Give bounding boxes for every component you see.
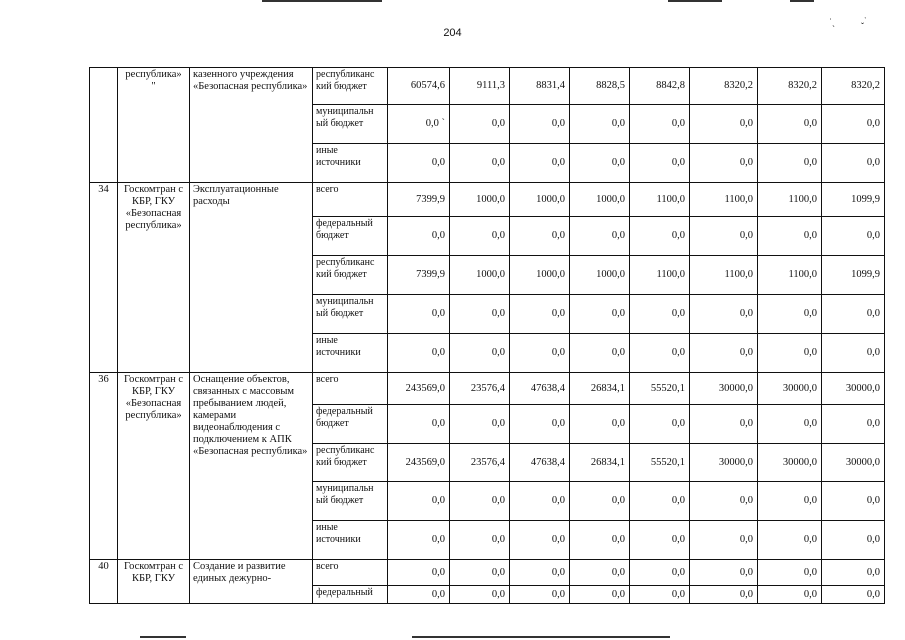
value-cell: 0,0: [690, 105, 758, 144]
value-cell: 1100,0: [690, 183, 758, 217]
value-cell: 0,0: [510, 482, 570, 521]
page-number: 204: [443, 27, 462, 39]
value-cell: 8828,5: [570, 68, 630, 105]
value-cell: 1100,0: [630, 183, 690, 217]
value-cell: 0,0: [570, 334, 630, 373]
value-cell: 0,0: [570, 560, 630, 586]
funding-source-cell: федеральный: [313, 586, 388, 604]
bottom-rule-right: [412, 636, 670, 638]
funding-source-cell: муниципальн ый бюджет: [313, 295, 388, 334]
value-cell: 0,0: [630, 560, 690, 586]
value-cell: 0,0: [758, 217, 822, 256]
value-cell: 47638,4: [510, 444, 570, 482]
measure-name-cell: Эксплуатационные расходы: [190, 183, 313, 373]
funding-source-cell: муниципальн ый бюджет: [313, 105, 388, 144]
funding-source-cell: всего: [313, 373, 388, 405]
value-cell: 1000,0: [510, 256, 570, 295]
executor-cell: Госкомтран с КБР, ГКУ «Безопасная республика»: [118, 373, 190, 560]
scan-speck: ˇ: [861, 21, 864, 31]
value-cell: 0,0: [758, 521, 822, 560]
value-cell: 0,0: [450, 482, 510, 521]
row-number: [90, 68, 118, 183]
value-cell: 8320,2: [758, 68, 822, 105]
value-cell: 0,0: [758, 560, 822, 586]
scan-speck: ˑ: [864, 14, 867, 24]
value-cell: 0,0: [510, 295, 570, 334]
value-cell: 0,0: [630, 586, 690, 604]
value-cell: 1099,9: [822, 183, 885, 217]
value-cell: 0,0: [630, 334, 690, 373]
value-cell: 8320,2: [690, 68, 758, 105]
value-cell: 0,0: [758, 482, 822, 521]
value-cell: 0,0: [630, 405, 690, 444]
value-cell: 55520,1: [630, 373, 690, 405]
value-cell: 0,0: [510, 105, 570, 144]
funding-source-cell: муниципальн ый бюджет: [313, 482, 388, 521]
funding-source-cell: всего: [313, 560, 388, 586]
value-cell: 0,0: [630, 295, 690, 334]
funding-source-cell: федеральный бюджет: [313, 405, 388, 444]
value-cell: 8842,8: [630, 68, 690, 105]
value-cell: 1000,0: [570, 183, 630, 217]
value-cell: 0,0: [388, 217, 450, 256]
executor-cell: Госкомтран с КБР, ГКУ: [118, 560, 190, 604]
value-cell: 0,0: [822, 217, 885, 256]
row-number: 40: [90, 560, 118, 604]
value-cell: 0,0: [388, 334, 450, 373]
value-cell: 0,0: [450, 105, 510, 144]
value-cell: 26834,1: [570, 373, 630, 405]
value-cell: 0,0: [388, 560, 450, 586]
value-cell: 0,0: [570, 405, 630, 444]
funding-source-cell: федеральный бюджет: [313, 217, 388, 256]
value-cell: 30000,0: [822, 373, 885, 405]
top-rule-far-right: [790, 0, 814, 2]
value-cell: 0,0: [630, 217, 690, 256]
value-cell: 30000,0: [690, 444, 758, 482]
value-cell: 0,0: [630, 482, 690, 521]
funding-source-cell: республиканс кий бюджет: [313, 68, 388, 105]
value-cell: 0,0: [450, 521, 510, 560]
value-cell: 0,0: [690, 144, 758, 183]
value-cell: 0,0: [822, 295, 885, 334]
value-cell: 0,0: [758, 105, 822, 144]
top-rule-left: [262, 0, 382, 2]
value-cell: 0,0: [690, 521, 758, 560]
funding-source-cell: иные источники: [313, 521, 388, 560]
value-cell: 0,0: [822, 405, 885, 444]
value-cell: 8831,4: [510, 68, 570, 105]
value-cell: 0,0: [758, 144, 822, 183]
value-cell: 0,0: [510, 405, 570, 444]
value-cell: 1000,0: [450, 256, 510, 295]
value-cell: 0,0: [388, 144, 450, 183]
value-cell: 243569,0: [388, 444, 450, 482]
value-cell: 8320,2: [822, 68, 885, 105]
value-cell: 0,0: [450, 217, 510, 256]
value-cell: 0,0: [570, 482, 630, 521]
value-cell: 7399,9: [388, 183, 450, 217]
value-cell: 0,0: [630, 521, 690, 560]
value-cell: 0,0: [822, 334, 885, 373]
row-number: 36: [90, 373, 118, 560]
measure-name-cell: Создание и развитие единых дежурно-: [190, 560, 313, 604]
value-cell: 30000,0: [758, 373, 822, 405]
value-cell: 1000,0: [570, 256, 630, 295]
value-cell: 0,0: [510, 560, 570, 586]
value-cell: 0,0: [690, 334, 758, 373]
value-cell: 1099,9: [822, 256, 885, 295]
value-cell: 0,0: [822, 586, 885, 604]
value-cell: 0,0: [510, 586, 570, 604]
value-cell: 1000,0: [450, 183, 510, 217]
value-cell: 0,0: [690, 405, 758, 444]
value-cell: 0,0: [450, 560, 510, 586]
measure-name-cell: Оснащение объектов, связанных с массовым пребыванием людей, камерами видеонаблюдения с подключением к АПК «Безопасная республика»: [190, 373, 313, 560]
value-cell: 0,0: [822, 521, 885, 560]
table-body: [90, 68, 885, 604]
value-cell: 0,0: [758, 295, 822, 334]
value-cell: 0,0: [450, 334, 510, 373]
value-cell: 0,0: [690, 560, 758, 586]
value-cell: 0,0: [690, 586, 758, 604]
value-cell: 0,0: [450, 295, 510, 334]
value-cell: 55520,1: [630, 444, 690, 482]
value-cell: 23576,4: [450, 373, 510, 405]
value-cell: 0,0: [570, 521, 630, 560]
value-cell: 30000,0: [822, 444, 885, 482]
value-cell: 0,0: [690, 295, 758, 334]
table-row: [90, 183, 885, 217]
value-cell: 0,0: [570, 586, 630, 604]
value-cell: 0,0 `: [388, 105, 450, 144]
value-cell: 0,0: [388, 482, 450, 521]
budget-table: [89, 67, 885, 604]
value-cell: 0,0: [630, 105, 690, 144]
value-cell: 0,0: [388, 295, 450, 334]
value-cell: 243569,0: [388, 373, 450, 405]
value-cell: 0,0: [630, 144, 690, 183]
value-cell: 0,0: [388, 586, 450, 604]
value-cell: 0,0: [570, 144, 630, 183]
value-cell: 1100,0: [758, 183, 822, 217]
value-cell: 1100,0: [690, 256, 758, 295]
value-cell: 0,0: [690, 482, 758, 521]
value-cell: 0,0: [450, 144, 510, 183]
value-cell: 0,0: [758, 586, 822, 604]
funding-source-cell: всего: [313, 183, 388, 217]
value-cell: 0,0: [570, 217, 630, 256]
bottom-rule-left: [140, 636, 186, 638]
value-cell: 0,0: [758, 405, 822, 444]
funding-source-cell: республиканс кий бюджет: [313, 444, 388, 482]
value-cell: 0,0: [388, 521, 450, 560]
value-cell: 1100,0: [630, 256, 690, 295]
value-cell: 47638,4: [510, 373, 570, 405]
value-cell: 1000,0: [510, 183, 570, 217]
value-cell: 0,0: [822, 105, 885, 144]
value-cell: 9111,3: [450, 68, 510, 105]
value-cell: 26834,1: [570, 444, 630, 482]
scan-speck: ˙ˏ: [829, 17, 835, 27]
value-cell: 0,0: [822, 482, 885, 521]
value-cell: 0,0: [510, 217, 570, 256]
funding-source-cell: иные источники: [313, 144, 388, 183]
funding-source-cell: иные источники: [313, 334, 388, 373]
measure-name-cell: казенного учреждения «Безопасная республика»: [190, 68, 313, 183]
value-cell: 30000,0: [758, 444, 822, 482]
value-cell: 0,0: [510, 521, 570, 560]
funding-source-cell: республиканс кий бюджет: [313, 256, 388, 295]
value-cell: 0,0: [690, 217, 758, 256]
executor-cell: республика» ": [118, 68, 190, 183]
value-cell: 7399,9: [388, 256, 450, 295]
table-row: [90, 373, 885, 405]
value-cell: 0,0: [388, 405, 450, 444]
value-cell: 30000,0: [690, 373, 758, 405]
value-cell: 0,0: [450, 586, 510, 604]
value-cell: 1100,0: [758, 256, 822, 295]
value-cell: 0,0: [758, 334, 822, 373]
table-row: [90, 560, 885, 586]
value-cell: 0,0: [822, 144, 885, 183]
value-cell: 0,0: [510, 334, 570, 373]
value-cell: 0,0: [570, 295, 630, 334]
top-rule-right: [668, 0, 722, 2]
value-cell: 23576,4: [450, 444, 510, 482]
row-number: 34: [90, 183, 118, 373]
value-cell: 0,0: [570, 105, 630, 144]
table-row: [90, 68, 885, 105]
value-cell: 0,0: [510, 144, 570, 183]
executor-cell: Госкомтран с КБР, ГКУ «Безопасная республика»: [118, 183, 190, 373]
value-cell: 0,0: [822, 560, 885, 586]
value-cell: 60574,6: [388, 68, 450, 105]
value-cell: 0,0: [450, 405, 510, 444]
